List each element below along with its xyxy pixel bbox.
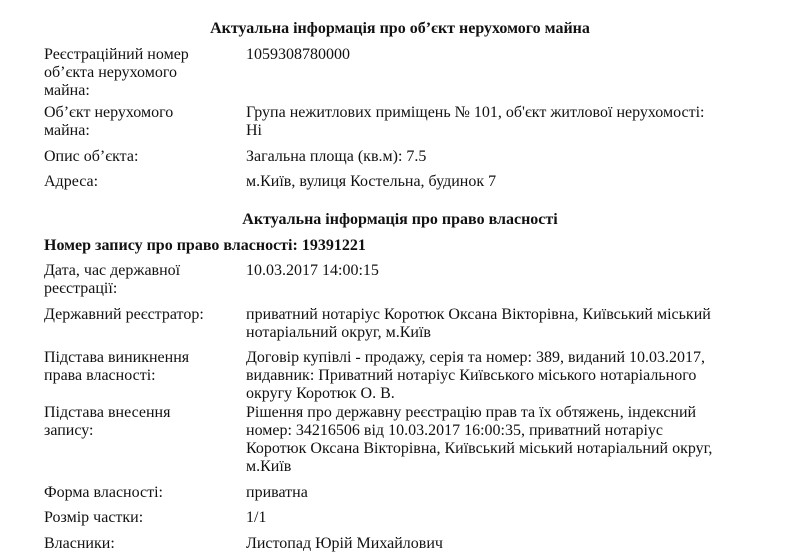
address-value: м.Київ, вулиця Костельна, будинок 7 bbox=[246, 173, 497, 190]
ownership-section-title: Актуальна інформація про право власності bbox=[242, 211, 558, 228]
ownership-basis-label: Підстава виникнення права власності: bbox=[44, 349, 190, 384]
share-size-value: 1/1 bbox=[246, 509, 267, 526]
share-size-label: Розмір частки: bbox=[44, 509, 144, 526]
owners-label: Власники: bbox=[44, 535, 115, 552]
entry-basis-label: Підстава внесення запису: bbox=[44, 404, 171, 439]
ownership-basis-value: Договір купівлі - продажу, серія та номер: 389, виданий 10.03.2017, видавник: Приватний нотаріус Київського міського нотаріального округу Коротюк О. В. bbox=[246, 349, 705, 402]
property-object-value: Група нежитлових приміщень № 101, об'єкт житлової нерухомості: Ні bbox=[246, 104, 705, 139]
state-registrar-value: приватний нотаріус Коротюк Оксана Вікторівна, Київський міський нотаріальний округ, м.Київ bbox=[246, 306, 711, 341]
registration-date-label: Дата, час державної реєстрації: bbox=[44, 262, 181, 297]
object-description-label: Опис об’єкта: bbox=[44, 148, 139, 165]
registration-number-label: Реєстраційний номер об’єкта нерухомого майна: bbox=[44, 46, 189, 99]
object-section-title: Актуальна інформація про об’єкт нерухомого майна bbox=[210, 20, 590, 37]
registration-number-value: 1059308780000 bbox=[246, 46, 350, 63]
ownership-record-heading: Номер запису про право власності: 19391221 bbox=[44, 237, 366, 254]
state-registrar-label: Державний реєстратор: bbox=[44, 306, 204, 323]
object-description-value: Загальна площа (кв.м): 7.5 bbox=[246, 148, 427, 165]
property-object-label: Об’єкт нерухомого майна: bbox=[44, 104, 174, 139]
ownership-form-label: Форма власності: bbox=[44, 484, 163, 501]
ownership-form-value: приватна bbox=[246, 484, 308, 501]
address-label: Адреса: bbox=[44, 173, 99, 190]
owners-value: Листопад Юрій Михайлович bbox=[246, 535, 443, 552]
registration-date-value: 10.03.2017 14:00:15 bbox=[246, 262, 379, 279]
entry-basis-value: Рішення про державну реєстрацію прав та їх обтяжень, індексний номер: 34216506 від 10.03.2017 16:00:35, приватний нотаріус Коротюк Оксана Вікторівна, Київський міський нотаріальний округ, м.Київ bbox=[246, 404, 713, 475]
